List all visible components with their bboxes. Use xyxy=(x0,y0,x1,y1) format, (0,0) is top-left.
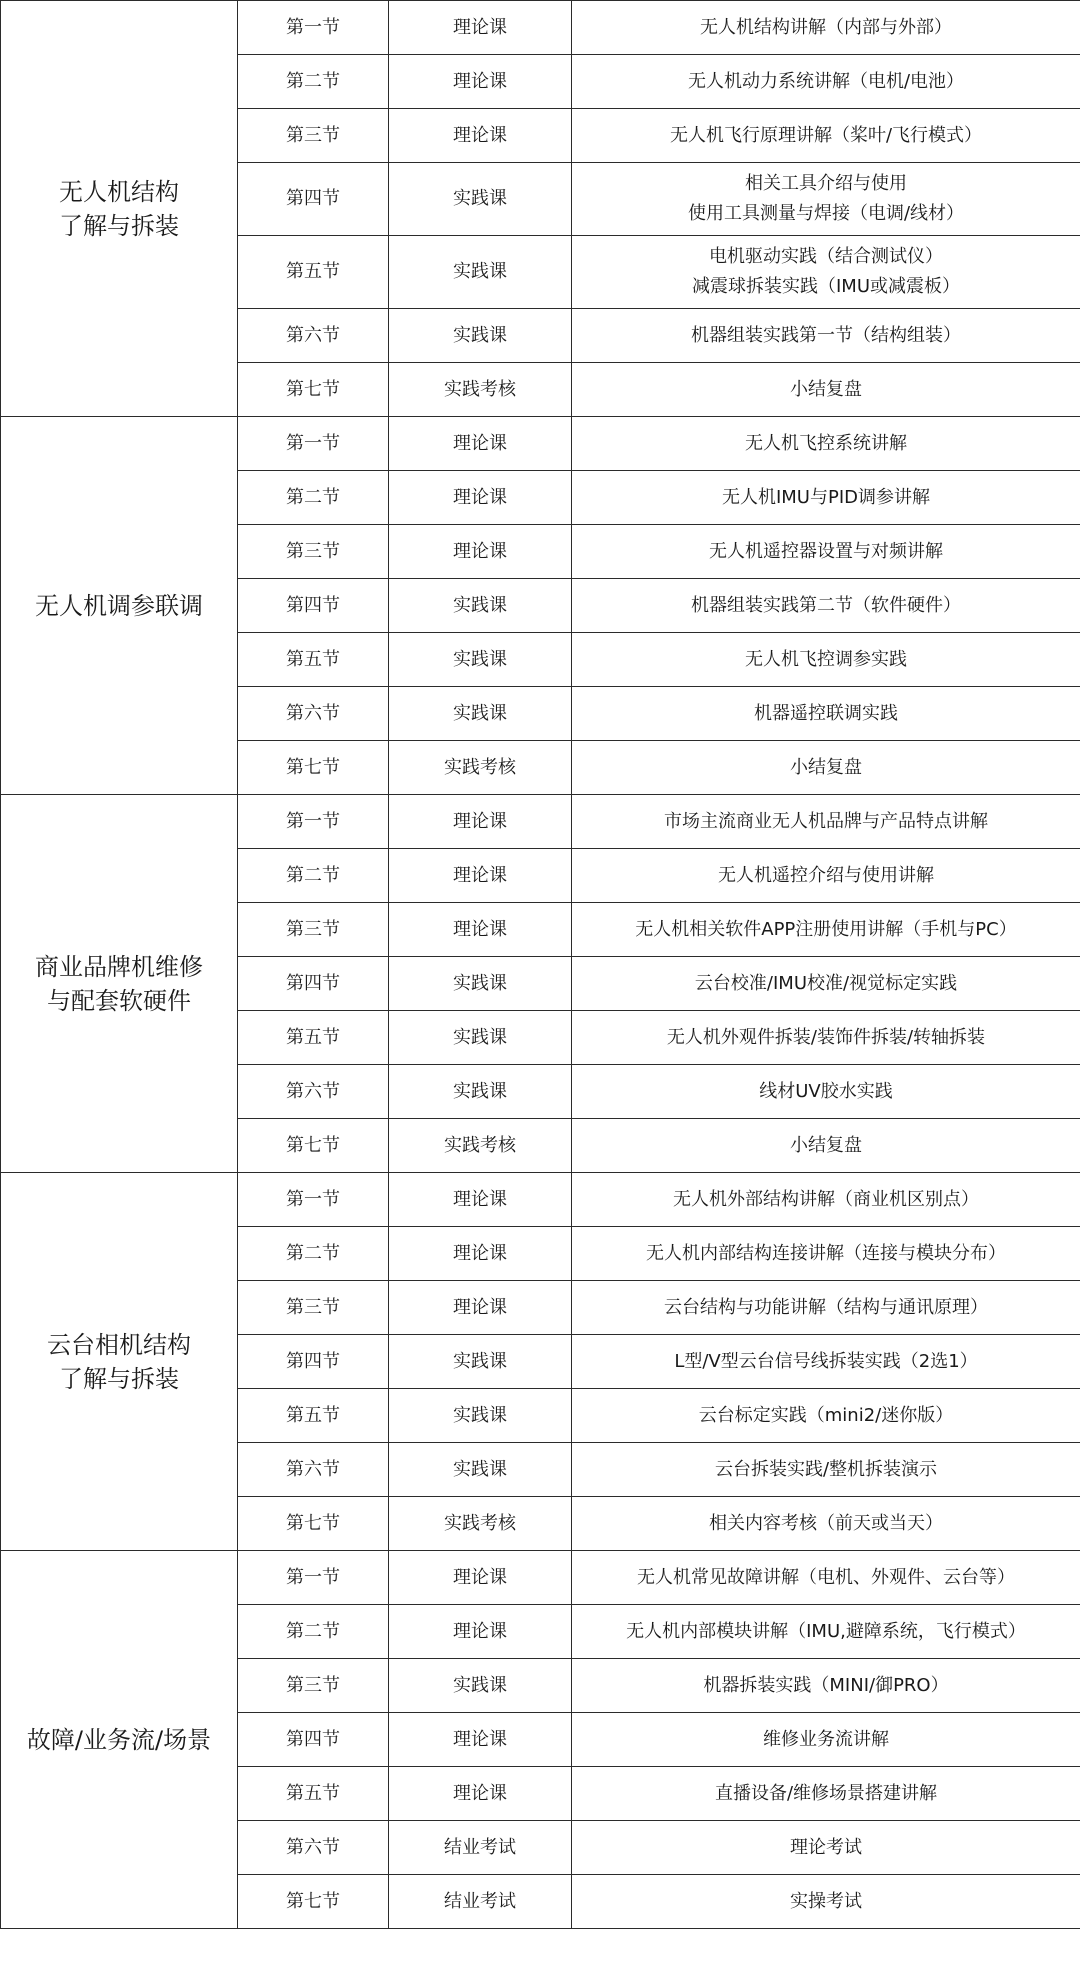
session-cell: 第六节 xyxy=(238,1443,389,1497)
course-content-cell xyxy=(572,957,1080,1011)
course-type-cell: 理论课 xyxy=(389,1173,572,1227)
module-title-line: 了解与拆装 xyxy=(59,211,179,240)
course-content-line: 理论考试 xyxy=(790,1836,862,1858)
session-cell: 第六节 xyxy=(238,1065,389,1119)
session-cell: 第三节 xyxy=(238,525,389,579)
course-type-cell: 理论课 xyxy=(389,1281,572,1335)
course-type-cell: 实践考核 xyxy=(389,1497,572,1551)
course-content-line: 无人机结构讲解（内部与外部） xyxy=(700,16,952,38)
course-type-cell: 理论课 xyxy=(389,849,572,903)
course-content-cell xyxy=(572,1119,1080,1173)
course-content-line: 小结复盘 xyxy=(790,756,862,778)
module-title-line: 了解与拆装 xyxy=(59,1364,179,1393)
course-content-cell xyxy=(572,633,1080,687)
course-type-cell: 理论课 xyxy=(389,795,572,849)
course-content-line: 小结复盘 xyxy=(790,378,862,400)
course-content-line: 无人机外部结构讲解（商业机区别点） xyxy=(673,1188,979,1210)
course-type-cell: 实践课 xyxy=(389,163,572,236)
course-type-cell: 理论课 xyxy=(389,471,572,525)
session-cell: 第三节 xyxy=(238,903,389,957)
course-type-cell: 实践课 xyxy=(389,1335,572,1389)
course-type-cell: 理论课 xyxy=(389,1,572,55)
course-type-cell: 理论课 xyxy=(389,1605,572,1659)
table-row xyxy=(1,1551,1080,1605)
course-content-line: 云台拆装实践/整机拆装演示 xyxy=(714,1458,938,1480)
course-content-line: 线材UV胶水实践 xyxy=(759,1080,893,1102)
course-content-cell xyxy=(572,109,1080,163)
course-content-line: 小结复盘 xyxy=(790,1134,862,1156)
session-cell: 第五节 xyxy=(238,1767,389,1821)
course-content-cell xyxy=(572,1065,1080,1119)
session-cell: 第四节 xyxy=(238,163,389,236)
course-content-cell xyxy=(572,903,1080,957)
session-cell: 第五节 xyxy=(238,236,389,309)
course-content-cell xyxy=(572,1227,1080,1281)
course-content-line: 无人机动力系统讲解（电机/电池） xyxy=(687,70,965,92)
course-content-line: 无人机遥控器设置与对频讲解 xyxy=(709,540,943,562)
course-content-cell xyxy=(572,1875,1080,1929)
session-cell: 第六节 xyxy=(238,309,389,363)
session-cell: 第二节 xyxy=(238,1227,389,1281)
course-type-cell: 实践课 xyxy=(389,957,572,1011)
session-cell: 第三节 xyxy=(238,1281,389,1335)
module-title-line: 商业品牌机维修 xyxy=(35,952,203,981)
session-cell: 第七节 xyxy=(238,1119,389,1173)
course-type-cell: 实践考核 xyxy=(389,741,572,795)
course-content-line: 无人机外观件拆装/装饰件拆装/转轴拆装 xyxy=(666,1026,986,1048)
course-content-line: 云台结构与功能讲解（结构与通讯原理） xyxy=(664,1296,988,1318)
session-cell: 第七节 xyxy=(238,741,389,795)
module-title-line: 与配套软硬件 xyxy=(47,986,191,1015)
course-content-line: L型/V型云台信号线拆装实践（2选1） xyxy=(674,1350,978,1372)
course-content-cell xyxy=(572,1389,1080,1443)
course-content-cell xyxy=(572,1659,1080,1713)
course-content-line: 无人机飞控系统讲解 xyxy=(745,432,907,454)
course-content-cell xyxy=(572,1335,1080,1389)
course-content-cell xyxy=(572,236,1080,309)
course-content-line: 机器遥控联调实践 xyxy=(754,702,898,724)
course-content-line: 减震球拆装实践（IMU或减震板） xyxy=(691,276,960,297)
course-content-cell xyxy=(572,1443,1080,1497)
course-content-cell xyxy=(572,471,1080,525)
course-content-cell xyxy=(572,417,1080,471)
table-row xyxy=(1,795,1080,849)
course-content-cell xyxy=(572,1281,1080,1335)
course-type-cell: 实践考核 xyxy=(389,1119,572,1173)
course-content-cell xyxy=(572,579,1080,633)
course-type-cell: 理论课 xyxy=(389,417,572,471)
course-content-cell xyxy=(572,1767,1080,1821)
session-cell: 第七节 xyxy=(238,1875,389,1929)
course-content-cell xyxy=(572,1173,1080,1227)
module-title-cell xyxy=(1,1173,238,1551)
course-type-cell: 理论课 xyxy=(389,1551,572,1605)
course-content-line: 实操考试 xyxy=(790,1890,862,1912)
course-content-line: 云台标定实践（mini2/迷你版） xyxy=(698,1404,954,1426)
course-content-cell xyxy=(572,1011,1080,1065)
module-title-line: 故障/业务流/场景 xyxy=(26,1725,212,1754)
course-content-line: 无人机飞控调参实践 xyxy=(745,648,907,670)
course-type-cell: 理论课 xyxy=(389,903,572,957)
session-cell: 第三节 xyxy=(238,109,389,163)
course-type-cell: 实践课 xyxy=(389,236,572,309)
course-content-cell xyxy=(572,55,1080,109)
session-cell: 第四节 xyxy=(238,579,389,633)
course-content-line: 无人机相关软件APP注册使用讲解（手机与PC） xyxy=(635,918,1017,940)
session-cell: 第二节 xyxy=(238,849,389,903)
session-cell: 第一节 xyxy=(238,1173,389,1227)
session-cell: 第五节 xyxy=(238,1389,389,1443)
module-title-line: 云台相机结构 xyxy=(47,1330,191,1359)
table-row xyxy=(1,1,1080,55)
course-content-line: 相关工具介绍与使用 xyxy=(745,173,907,194)
session-cell: 第三节 xyxy=(238,1659,389,1713)
course-type-cell: 实践课 xyxy=(389,1065,572,1119)
course-type-cell: 实践考核 xyxy=(389,363,572,417)
module-title-line: 无人机结构 xyxy=(59,177,179,206)
course-content-line: 使用工具测量与焊接（电调/线材） xyxy=(687,203,965,224)
session-cell: 第二节 xyxy=(238,471,389,525)
session-cell: 第六节 xyxy=(238,687,389,741)
course-type-cell: 实践课 xyxy=(389,309,572,363)
course-type-cell: 实践课 xyxy=(389,579,572,633)
course-content-line: 无人机常见故障讲解（电机、外观件、云台等） xyxy=(637,1566,1015,1588)
course-type-cell: 理论课 xyxy=(389,109,572,163)
course-content-cell xyxy=(572,363,1080,417)
course-content-line: 无人机遥控介绍与使用讲解 xyxy=(718,864,934,886)
course-content-cell xyxy=(572,309,1080,363)
session-cell: 第一节 xyxy=(238,417,389,471)
schedule-body xyxy=(1,1,1080,1929)
course-type-cell: 实践课 xyxy=(389,1659,572,1713)
course-content-line: 机器组装实践第一节（结构组装） xyxy=(691,324,961,346)
course-type-cell: 实践课 xyxy=(389,1443,572,1497)
table-row xyxy=(1,417,1080,471)
course-type-cell: 理论课 xyxy=(389,1227,572,1281)
session-cell: 第七节 xyxy=(238,363,389,417)
course-type-cell: 实践课 xyxy=(389,1011,572,1065)
session-cell: 第四节 xyxy=(238,1335,389,1389)
module-title-cell xyxy=(1,1,238,417)
module-title-line: 无人机调参联调 xyxy=(35,591,203,620)
course-content-cell xyxy=(572,849,1080,903)
session-cell: 第四节 xyxy=(238,957,389,1011)
course-type-cell: 实践课 xyxy=(389,687,572,741)
course-content-cell xyxy=(572,1497,1080,1551)
course-content-line: 市场主流商业无人机品牌与产品特点讲解 xyxy=(664,810,988,832)
session-cell: 第七节 xyxy=(238,1497,389,1551)
course-content-line: 无人机内部结构连接讲解（连接与模块分布） xyxy=(646,1242,1006,1264)
course-content-line: 直播设备/维修场景搭建讲解 xyxy=(714,1782,938,1804)
course-content-line: 机器组装实践第二节（软件硬件） xyxy=(691,594,961,616)
course-type-cell: 结业考试 xyxy=(389,1875,572,1929)
course-type-cell: 理论课 xyxy=(389,1767,572,1821)
course-content-cell xyxy=(572,525,1080,579)
course-content-cell xyxy=(572,1551,1080,1605)
course-content-cell xyxy=(572,1605,1080,1659)
course-content-line: 机器拆装实践（MINI/御PRO） xyxy=(703,1674,949,1696)
course-content-cell xyxy=(572,795,1080,849)
course-content-line: 无人机飞行原理讲解（桨叶/飞行模式） xyxy=(669,124,983,146)
course-content-cell xyxy=(572,163,1080,236)
session-cell: 第五节 xyxy=(238,1011,389,1065)
course-content-cell xyxy=(572,1821,1080,1875)
course-content-line: 云台校准/IMU校准/视觉标定实践 xyxy=(694,972,958,994)
course-content-line: 无人机IMU与PID调参讲解 xyxy=(721,486,931,508)
session-cell: 第一节 xyxy=(238,1551,389,1605)
course-type-cell: 理论课 xyxy=(389,1713,572,1767)
session-cell: 第五节 xyxy=(238,633,389,687)
module-title-cell xyxy=(1,795,238,1173)
course-content-cell xyxy=(572,687,1080,741)
course-content-line: 无人机内部模块讲解（IMU,避障系统，飞行模式） xyxy=(626,1620,1026,1642)
session-cell: 第一节 xyxy=(238,795,389,849)
table-row xyxy=(1,1173,1080,1227)
course-type-cell: 理论课 xyxy=(389,525,572,579)
session-cell: 第四节 xyxy=(238,1713,389,1767)
course-content-line: 电机驱动实践（结合测试仪） xyxy=(709,246,943,267)
session-cell: 第二节 xyxy=(238,55,389,109)
course-type-cell: 理论课 xyxy=(389,55,572,109)
session-cell: 第二节 xyxy=(238,1605,389,1659)
course-content-line: 维修业务流讲解 xyxy=(763,1728,889,1750)
module-title-cell xyxy=(1,1551,238,1929)
course-content-cell xyxy=(572,1713,1080,1767)
module-title-cell xyxy=(1,417,238,795)
session-cell: 第六节 xyxy=(238,1821,389,1875)
course-type-cell: 结业考试 xyxy=(389,1821,572,1875)
course-content-line: 相关内容考核（前天或当天） xyxy=(709,1512,943,1534)
session-cell: 第一节 xyxy=(238,1,389,55)
course-type-cell: 实践课 xyxy=(389,1389,572,1443)
course-content-cell xyxy=(572,1,1080,55)
course-content-cell xyxy=(572,741,1080,795)
course-type-cell: 实践课 xyxy=(389,633,572,687)
